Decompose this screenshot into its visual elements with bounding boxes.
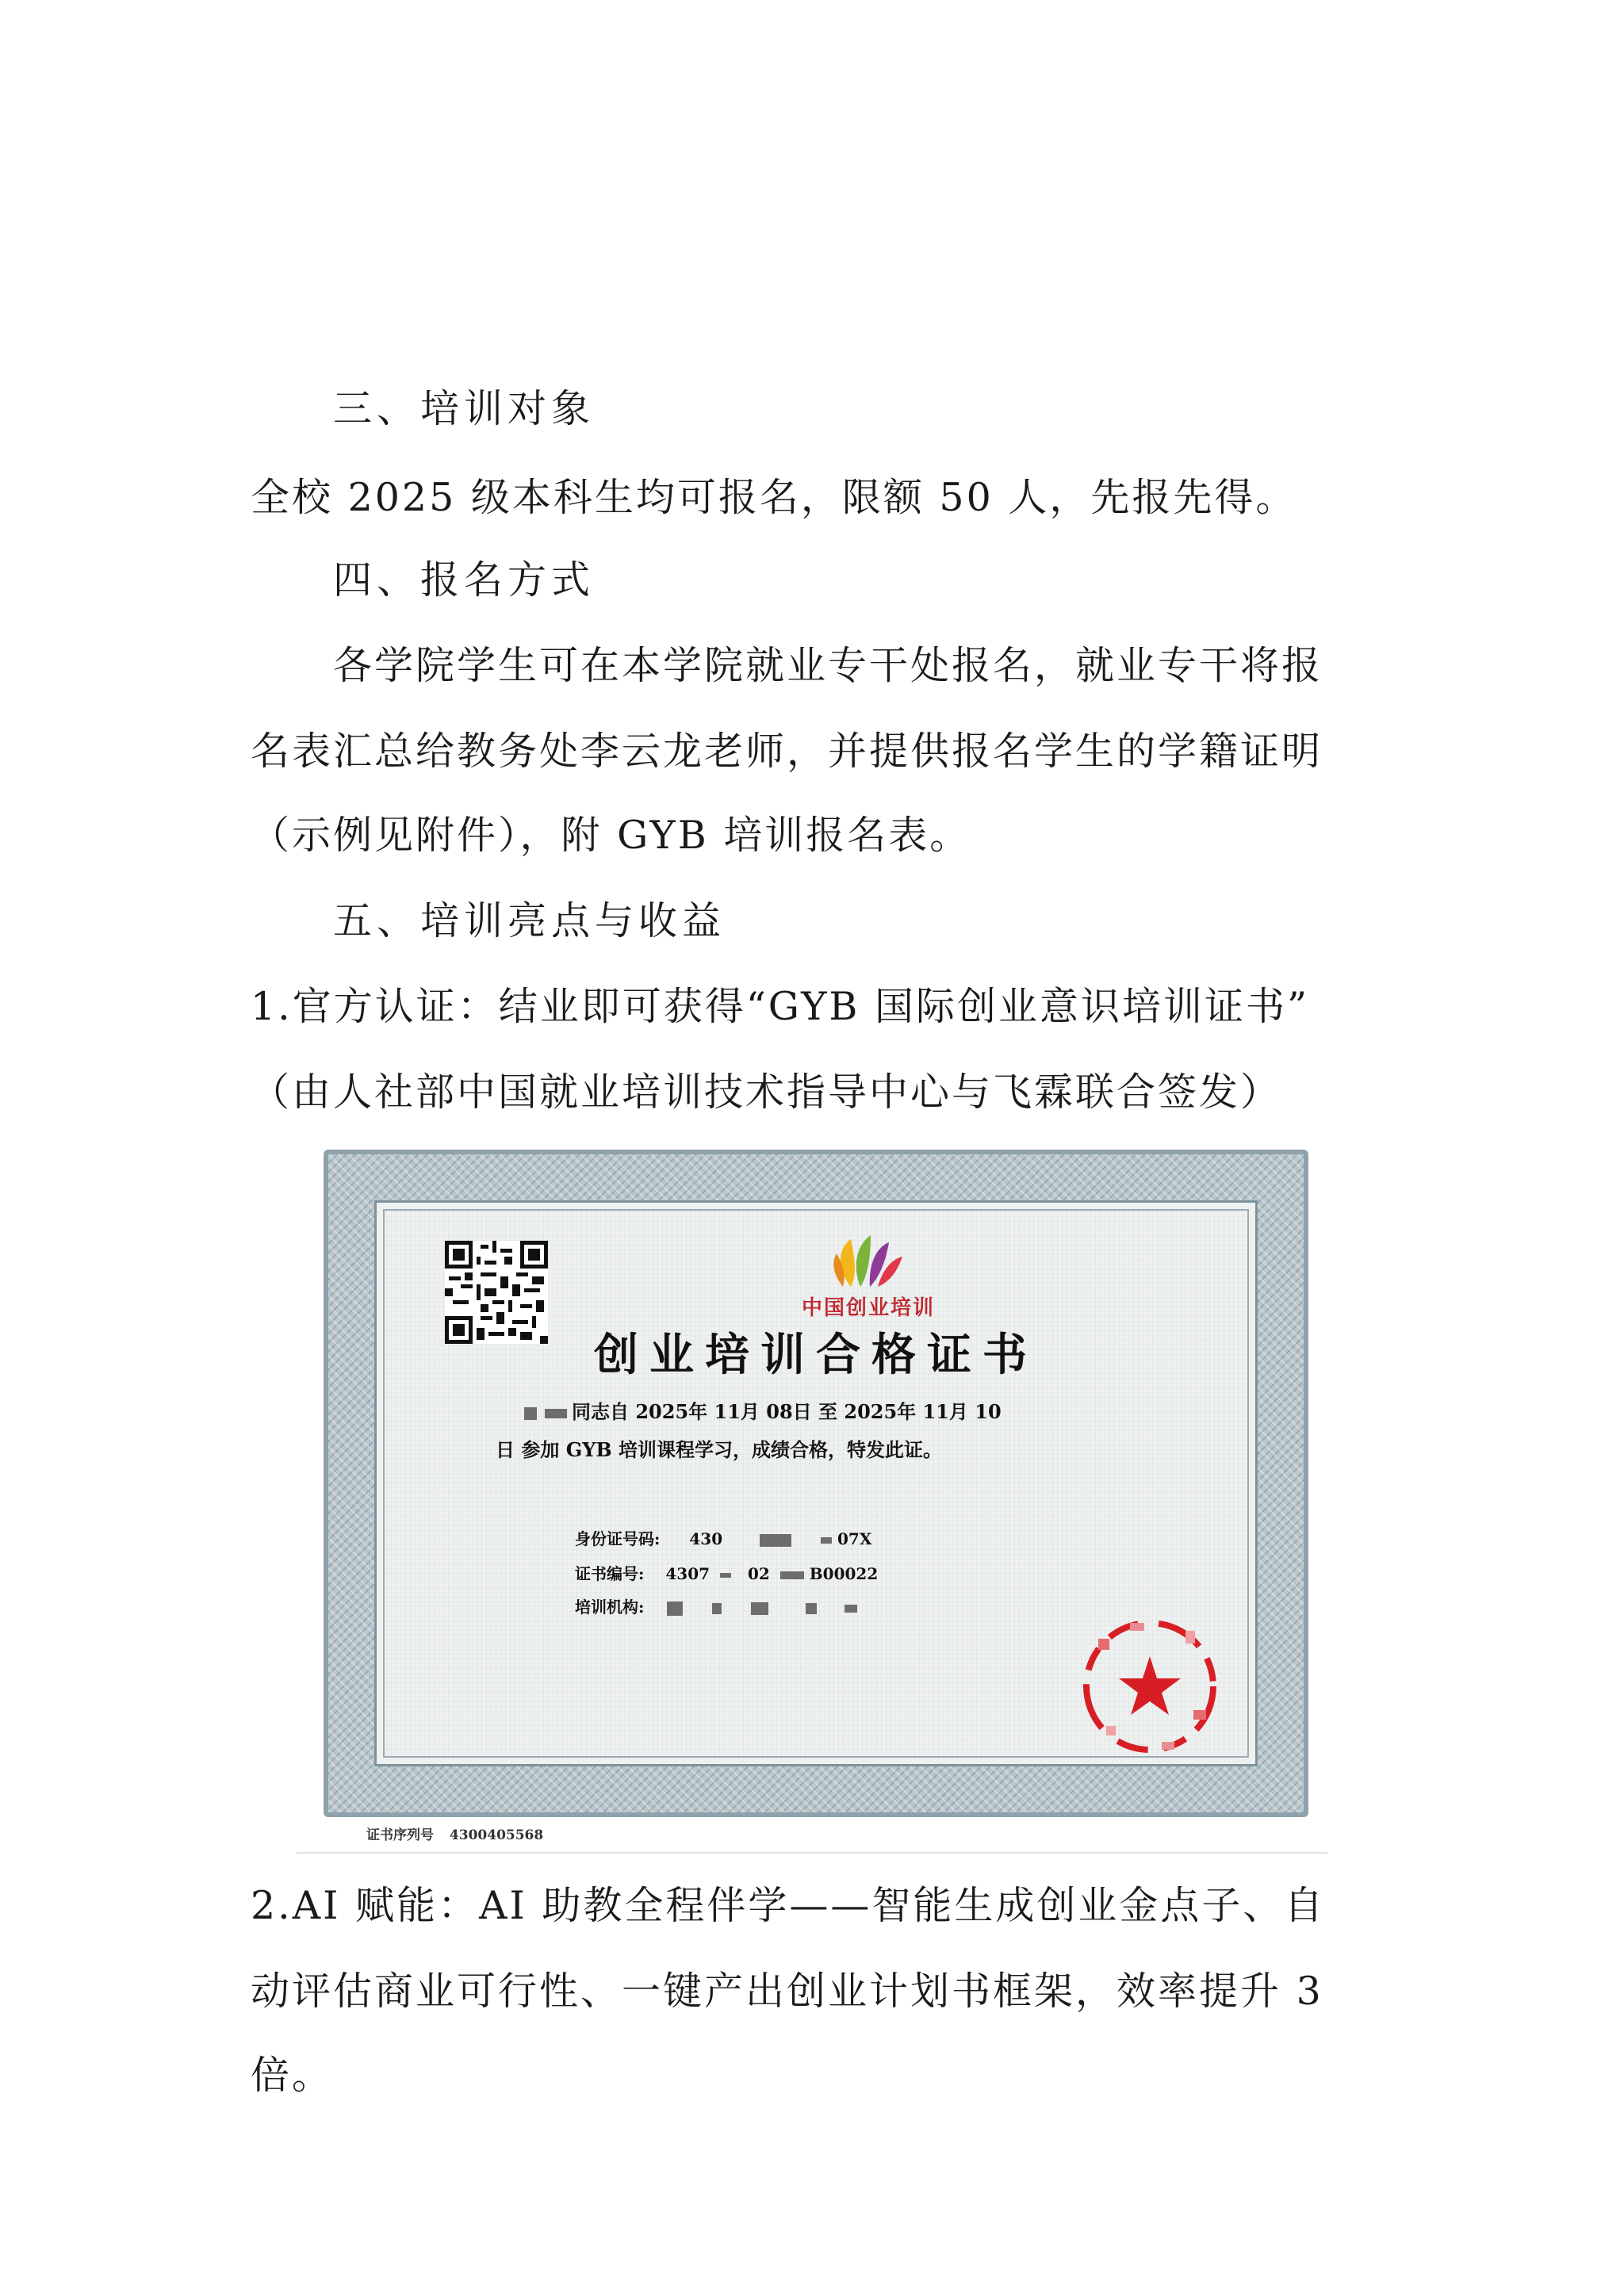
certificate-number-field xyxy=(575,1561,878,1584)
certificate-inner-panel xyxy=(374,1200,1258,1766)
section-4-line-3: （示例见附件），附 GYB 培训报名表。 xyxy=(251,813,971,858)
redacted-id xyxy=(760,1534,791,1547)
certificate-line-1-text: 同志自 2025年 11月 08日 至 2025年 11月 10 xyxy=(572,1400,1002,1423)
redacted-org-5 xyxy=(845,1605,857,1613)
section-4-line-1: 各学院学生可在本学院就业专干处报名，就业专干将报 xyxy=(333,643,1323,688)
section-5-item-2-line-3: 倍。 xyxy=(251,2053,334,2098)
redacted-name xyxy=(524,1407,537,1420)
id-number-prefix: 430 xyxy=(689,1529,723,1548)
section-4-heading: 四、报名方式 xyxy=(333,557,596,603)
redacted-id-2 xyxy=(821,1537,832,1544)
certificate-number-part-b: 02 xyxy=(747,1564,770,1583)
official-seal-icon xyxy=(1074,1607,1225,1766)
section-5-heading: 五、培训亮点与收益 xyxy=(333,898,726,943)
certificate-number-part-c: B00022 xyxy=(809,1564,879,1583)
redacted-cert-no-2 xyxy=(780,1571,804,1579)
section-5-item-2-line-1: 2.AI 赋能：AI 助教全程伴学——智能生成创业金点子、自 xyxy=(251,1883,1326,1928)
redacted-cert-no xyxy=(720,1573,731,1578)
certificate-serial-value: 4300405568 xyxy=(449,1827,544,1843)
certificate-image xyxy=(324,1150,1308,1817)
section-5-item-1-line-1: 1.官方认证：结业即可获得“GYB 国际创业意识培训证书” xyxy=(251,984,1310,1029)
certificate-line-1 xyxy=(524,1396,1002,1424)
id-number-suffix: 07X xyxy=(837,1529,872,1548)
id-number-label: 身份证号码: xyxy=(575,1529,661,1548)
redacted-org-4 xyxy=(806,1603,817,1614)
training-org-field xyxy=(575,1594,857,1617)
petal-logo-icon xyxy=(827,1231,906,1295)
redacted-org xyxy=(667,1601,683,1616)
section-5-item-2-line-2: 动评估商业可行性、一键产出创业计划书框架，效率提升 3 xyxy=(251,1969,1323,2014)
section-5-item-1-line-2: （由人社部中国就业培训技术指导中心与飞霖联合签发） xyxy=(251,1070,1282,1115)
certificate-number-label: 证书编号: xyxy=(575,1564,645,1583)
redacted-org-3 xyxy=(751,1602,768,1615)
section-3-heading: 三、培训对象 xyxy=(333,386,596,431)
redacted-name-2 xyxy=(545,1409,567,1418)
certificate-number-part-a: 4307 xyxy=(665,1564,710,1583)
certificate-serial-label: 证书序列号 xyxy=(366,1827,434,1843)
certificate-title: 创业培训合格证书 xyxy=(594,1329,1038,1381)
training-org-label: 培训机构: xyxy=(575,1598,645,1617)
section-3-body: 全校 2025 级本科生均可报名，限额 50 人，先报先得。 xyxy=(251,475,1297,520)
section-4-line-2: 名表汇总给教务处李云龙老师，并提供报名学生的学籍证明 xyxy=(251,729,1323,774)
image-caption-divider xyxy=(297,1852,1327,1854)
certificate-serial xyxy=(366,1823,543,1843)
id-number-field xyxy=(575,1526,871,1549)
redacted-org-2 xyxy=(712,1603,722,1614)
certificate-line-2: 日 参加 GYB 培训课程学习，成绩合格，特发此证。 xyxy=(496,1438,942,1461)
certificate-brand: 中国创业培训 xyxy=(801,1296,935,1320)
